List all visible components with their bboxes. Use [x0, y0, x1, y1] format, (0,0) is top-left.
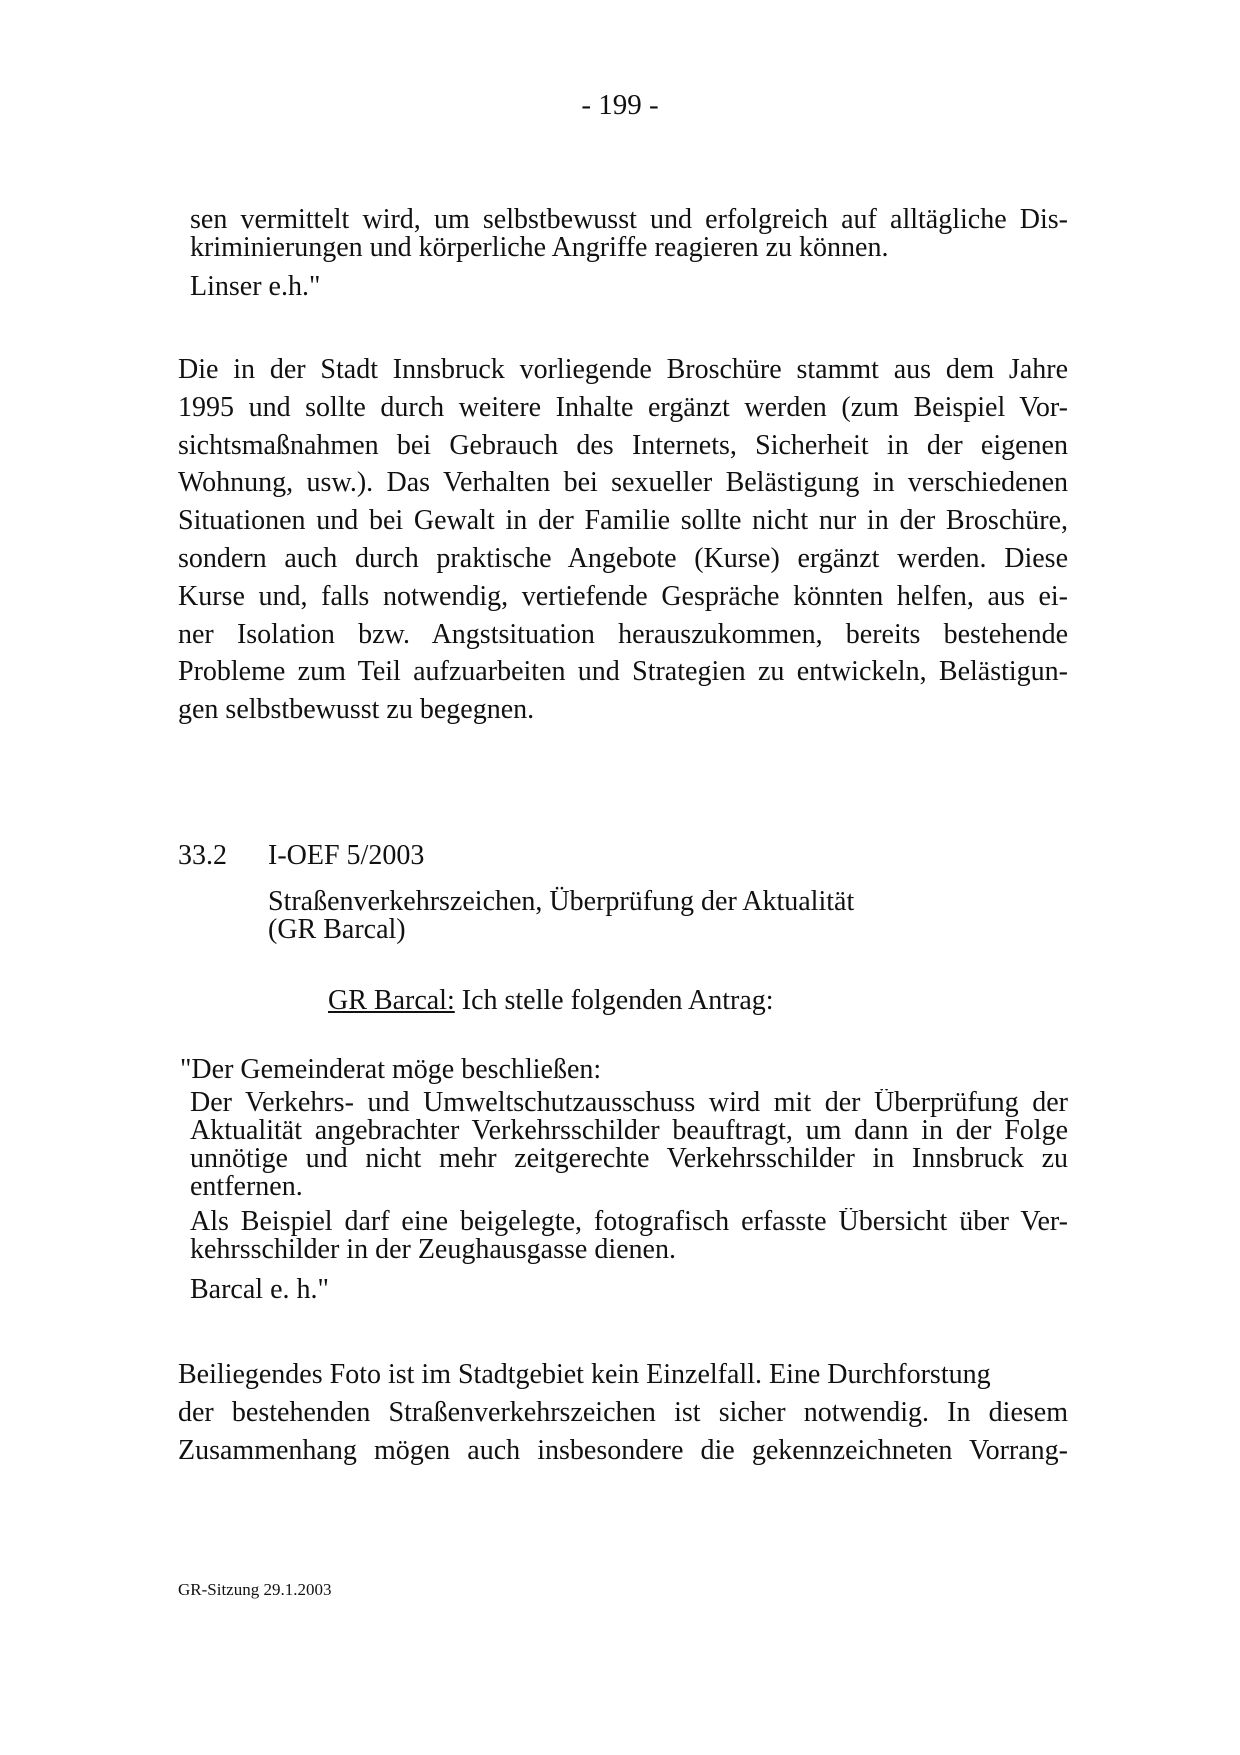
motion-paragraph-a-line: Aktualität angebrachter Verkehrsschilder beauftragt, um dann in der Folge — [190, 1117, 1068, 1145]
paragraph-1-line: Wohnung, usw.). Das Verhalten bei sexueller Belästigung in verschiedenen — [178, 467, 1068, 499]
paragraph-1-line: sondern auch durch praktische Angebote (Kurse) ergänzt werden. Diese — [178, 542, 1068, 574]
paragraph-2-line: Beiliegendes Foto ist im Stadtgebiet kein Einzelfall. Eine Durchforstung — [178, 1359, 991, 1390]
paragraph-1-line: ner Isolation bzw. Angstsituation herauszukommen, bereits bestehende — [178, 618, 1068, 650]
paragraph-1-line: gen selbstbewusst zu begegnen. — [178, 694, 535, 726]
motion-intro — [328, 985, 774, 1017]
paragraph-1-line: Die in der Stadt Innsbruck vorliegende Broschüre stammt aus dem Jahre — [178, 354, 1068, 385]
top-quote-signature: Linser e.h." — [190, 271, 321, 302]
section-number: 33.2 — [178, 840, 227, 871]
top-quote-line-1: sen vermittelt wird, um selbstbewusst und erfolgreich auf alltägliche Dis- — [190, 206, 1068, 234]
top-quote-line-2: kriminierungen und körperliche Angriffe reagieren zu können. — [190, 232, 889, 263]
motion-paragraph-a-line: unnötige und nicht mehr zeitgerechte Verkehrsschilder in Innsbruck zu — [190, 1145, 1068, 1173]
motion-paragraph-b-line: kehrsschilder in der Zeughausgasse dienen. — [190, 1234, 676, 1265]
paragraph-2-line: der bestehenden Straßenverkehrszeichen ist sicher notwendig. In diesem — [178, 1396, 1068, 1428]
speaker-name: GR Barcal: — [328, 985, 455, 1016]
section-title — [268, 888, 854, 944]
motion-paragraph-b — [190, 1208, 1068, 1264]
paragraph-1-line: Kurse und, falls notwendig, vertiefende Gespräche könnten helfen, aus ei- — [178, 580, 1068, 612]
paragraph-1-line: Situationen und bei Gewalt in der Familie sollte nicht nur in der Broschüre, — [178, 505, 1068, 537]
section-title-line-1: Straßenverkehrszeichen, Überprüfung der Aktualität — [268, 886, 855, 917]
top-quote — [190, 206, 1068, 262]
paragraph-1-line: 1995 und sollte durch weitere Inhalte ergänzt werden (zum Beispiel Vor- — [178, 391, 1068, 423]
motion-paragraph-a-line: Der Verkehrs- und Umweltschutzausschuss wird mit der Überprüfung der — [190, 1089, 1068, 1117]
paragraph-1-line: sichtsmaßnahmen bei Gebrauch des Internets, Sicherheit in der eigenen — [178, 429, 1068, 461]
motion-paragraph-a — [190, 1089, 1068, 1201]
motion-paragraph-b-line: Als Beispiel darf eine beigelegte, fotografisch erfasste Übersicht über Ver- — [190, 1208, 1068, 1236]
paragraph-2 — [178, 1356, 1068, 1469]
motion-signature: Barcal e. h." — [190, 1274, 329, 1305]
motion-paragraph-a-line: entfernen. — [190, 1171, 303, 1202]
paragraph-1-line: Probleme zum Teil aufzuarbeiten und Strategien zu entwickeln, Belästigun- — [178, 656, 1068, 688]
paragraph-2-line: Zusammenhang mögen auch insbesondere die gekennzeichneten Vorrang- — [178, 1434, 1068, 1466]
section-title-line-2: (GR Barcal) — [268, 914, 406, 945]
paragraph-1 — [178, 351, 1068, 729]
page-number: - 199 - — [581, 89, 659, 121]
section-code: I-OEF 5/2003 — [268, 840, 425, 871]
motion-resolve: "Der Gemeinderat möge beschließen: — [180, 1054, 602, 1085]
footer-session-date: GR-Sitzung 29.1.2003 — [178, 1580, 332, 1599]
motion-intro-text: Ich stelle folgenden Antrag: — [454, 985, 774, 1016]
